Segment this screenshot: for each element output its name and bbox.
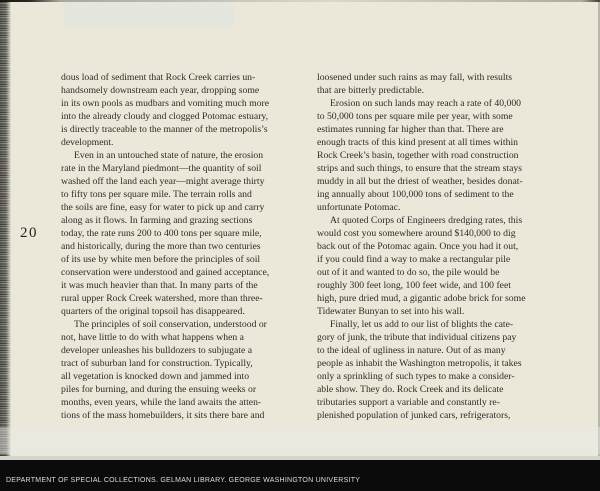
text-line: only a sprinkling of such types to make a consider- bbox=[317, 371, 515, 382]
text-line: roughly 300 feet long, 100 feet wide, and 100 feet bbox=[317, 280, 511, 291]
text-line: today, the rate runs 200 to 400 tons per square mile, bbox=[61, 228, 262, 239]
text-line: all vegetation is knocked down and jammed into bbox=[61, 371, 250, 382]
text-line: to the ideal of ugliness in nature. Out of as many bbox=[317, 345, 506, 356]
text-line: able show. They do. Rock Creek and its delicate bbox=[317, 384, 504, 395]
scan-shading bbox=[64, 2, 234, 28]
text-line: ing annually about 100,000 tons of sediment to the bbox=[317, 189, 514, 200]
scan-top-edge bbox=[0, 0, 600, 2]
text-line: gory of junk, the tribute that individual citizens pay bbox=[317, 332, 517, 343]
text-line: rate in the Maryland piedmont—the quantity of soil bbox=[61, 163, 262, 174]
paragraph bbox=[317, 214, 558, 318]
text-line: Tidewater Bunyan to set into his wall. bbox=[317, 306, 465, 317]
text-line: rural upper Rock Creek watershed, more than three- bbox=[61, 293, 263, 304]
text-line: people as inhabit the Washington metropolis, it takes bbox=[317, 358, 522, 369]
paragraph bbox=[61, 149, 303, 318]
text-line: washed off the land each year—might average thirty bbox=[61, 176, 265, 187]
text-line: developer unleashes his bulldozers to subjugate a bbox=[61, 345, 253, 356]
text-line: conservation were understood and gained acceptance, bbox=[61, 267, 270, 278]
text-line: Erosion on such lands may reach a rate of 40,000 bbox=[330, 98, 522, 109]
text-line: the soils are fine, easy for water to pick up and carry bbox=[61, 202, 265, 213]
text-line: to fifty tons per square mile. The terrain rolls and bbox=[61, 189, 252, 200]
text-line: that are bitterly predictable. bbox=[317, 85, 425, 96]
text-line: of its use by white men before the principles of soil bbox=[61, 254, 261, 265]
text-column-right bbox=[317, 71, 558, 422]
text-line: would cost you somewhere around $140,000 to dig bbox=[317, 228, 516, 239]
text-line: if you could find a way to make a rectangular pile bbox=[317, 254, 511, 265]
text-line: and historically, during the more than two centuries bbox=[61, 241, 261, 252]
text-line: strips and such things, to ensure that the stream stays bbox=[317, 163, 523, 174]
text-line: back out of the Potomac again. Once you had it out, bbox=[317, 241, 519, 252]
paragraph bbox=[317, 97, 558, 214]
text-line: piles for burning, and during the ensuing weeks or bbox=[61, 384, 257, 395]
scan-shading bbox=[0, 427, 600, 454]
text-line: handsomely downstream each year, dropping some bbox=[61, 85, 260, 96]
text-line: tions of the mass homebuilders, it sits there bare and bbox=[61, 410, 265, 421]
text-line: estimates running far higher than that. There are bbox=[317, 124, 504, 135]
text-line: not, have little to do with what happens when a bbox=[61, 332, 244, 343]
text-column-left bbox=[61, 71, 303, 422]
text-line: out of it and wanted to do so, the pile would be bbox=[317, 267, 500, 278]
paragraph bbox=[61, 318, 303, 422]
text-line: it was much heavier than that. In many parts of the bbox=[61, 280, 258, 291]
text-line: tributaries support a variable and constantly re- bbox=[317, 397, 500, 408]
text-line: At quoted Corps of Engineers dredging rates, this bbox=[330, 215, 523, 226]
text-line: Finally, let us add to our list of blights the cate- bbox=[330, 319, 514, 330]
text-line: Even in an untouched state of nature, the erosion bbox=[74, 150, 264, 161]
text-line: unfortunate Potomac. bbox=[317, 202, 401, 213]
text-line: to 50,000 tons per square mile per year, with some bbox=[317, 111, 513, 122]
text-line: into the already cloudy and clogged Potomac estuary, bbox=[61, 111, 269, 122]
text-line: is directly traceable to the manner of the metropolis’s bbox=[61, 124, 268, 135]
text-line: Rock Creek’s basin, together with road construction bbox=[317, 150, 519, 161]
text-line: along as it flows. In farming and grazing sections bbox=[61, 215, 253, 226]
text-line: months, even years, while the land awaits the atten- bbox=[61, 397, 262, 408]
text-line: loosened under such rains as may fall, with results bbox=[317, 72, 513, 83]
text-line: development. bbox=[61, 137, 114, 148]
text-line: enough tracts of this kind present at all times within bbox=[317, 137, 518, 148]
text-line: high, pure dried mud, a gigantic adobe brick for some bbox=[317, 293, 526, 304]
paragraph bbox=[61, 71, 303, 149]
paragraph bbox=[317, 71, 558, 97]
archive-stamp-text: DEPARTMENT OF SPECIAL COLLECTIONS. GELMAN LIBRARY. GEORGE WASHINGTON UNIVERSITY bbox=[6, 477, 361, 484]
book-edge-texture bbox=[0, 0, 11, 460]
text-line: tract of suburban land for construction. Typically, bbox=[61, 358, 253, 369]
text-line: dous load of sediment that Rock Creek carries un- bbox=[61, 72, 256, 83]
text-line: in its own pools as mudbars and vomiting much more bbox=[61, 98, 269, 109]
paragraph bbox=[317, 318, 558, 422]
text-line: muddy in all but the driest of weather, besides donat- bbox=[317, 176, 523, 187]
archive-stamp-bar bbox=[0, 460, 600, 491]
text-line: quarters of the original topsoil has disappeared. bbox=[61, 306, 245, 317]
text-line: The principles of soil conservation, understood or bbox=[74, 319, 267, 330]
page-number: 20 bbox=[20, 225, 38, 241]
text-line: plenished population of junked cars, refrigerators, bbox=[317, 410, 511, 421]
